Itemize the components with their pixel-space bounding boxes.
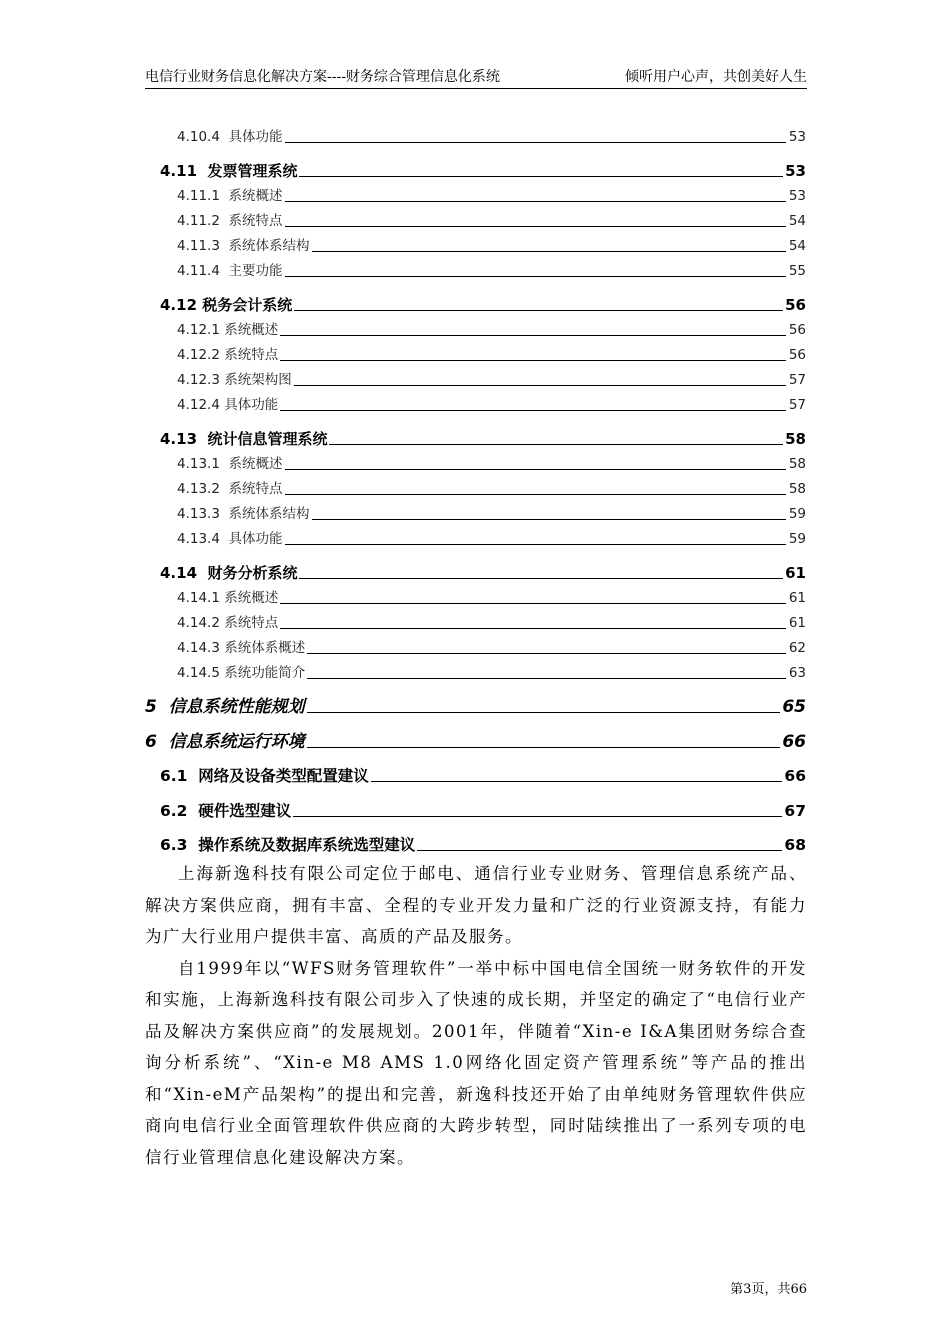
toc-leader-line <box>299 578 783 579</box>
toc-entry-title: 4.14.1 系统概述 <box>177 590 279 606</box>
toc-entry-page: 53 <box>785 162 806 180</box>
toc-entry-title: 4.13.2 系统特点 <box>177 481 283 497</box>
toc-entry-title: 4.11.1 系统概述 <box>177 188 283 204</box>
toc-entry-page: 68 <box>784 836 806 854</box>
toc-entry-title: 4.13.1 系统概述 <box>177 456 283 472</box>
toc-entry-title: 6.1 网络及设备类型配置建议 <box>160 767 369 785</box>
toc-leader-line <box>285 226 786 227</box>
toc-entry-page: 53 <box>788 129 806 145</box>
toc-entry[interactable] <box>177 370 806 390</box>
toc-entry-page: 66 <box>782 732 806 752</box>
toc-entry-page: 57 <box>788 372 806 388</box>
toc-entry[interactable] <box>177 638 806 658</box>
toc-entry-page: 54 <box>788 238 806 254</box>
page-number: 第3页，共66 <box>730 1282 807 1297</box>
toc-entry-title: 4.12.2 系统特点 <box>177 347 279 363</box>
toc-entry[interactable] <box>177 186 806 206</box>
toc-entry[interactable] <box>160 766 806 786</box>
toc-leader-line <box>307 678 786 679</box>
toc-entry[interactable] <box>177 320 806 340</box>
toc-leader-line <box>285 469 786 470</box>
toc-leader-line <box>280 603 786 604</box>
header-right-slogan: 倾听用户心声，共创美好人生 <box>625 69 807 85</box>
toc-leader-line <box>285 201 786 202</box>
toc-entry[interactable] <box>177 211 806 231</box>
toc-entry[interactable] <box>177 261 806 281</box>
toc-entry-page: 58 <box>785 430 806 448</box>
body-paragraph: 自1999年以“WFS财务管理软件”一举中标中国电信全国统一财务软件的开发和实施，上海新逸科技有限公司步入了快速的成长期，并坚定的确定了“电信行业产品及解决方案供应商”的发展规划。2001年，伴随着“Xin-e I&A集团财务综合查询分析系统”、“Xin-e M8 AMS 1.0网络化固定资产管理系统”等产品的推出和“Xin-eM产品架构”的提出和完善，新逸科技还开始了由单纯财务管理软件供应商向电信行业全面管理软件供应商的大跨步转型，同时陆续推出了一系列专项的电信行业管理信息化建设解决方案。 <box>145 958 807 1167</box>
toc-entry[interactable] <box>177 395 806 415</box>
toc-entry-title: 4.14.5 系统功能简介 <box>177 665 306 681</box>
toc-leader-line <box>293 816 782 817</box>
toc-entry-page: 67 <box>784 802 806 820</box>
toc-entry-title: 4.11 发票管理系统 <box>160 162 298 180</box>
toc-entry-title: 4.13 统计信息管理系统 <box>160 430 328 448</box>
toc-leader-line <box>285 142 786 143</box>
toc-leader-line <box>280 335 786 336</box>
toc-entry[interactable] <box>177 454 806 474</box>
toc-entry-title: 4.13.3 系统体系结构 <box>177 506 310 522</box>
toc-leader-line <box>285 276 786 277</box>
toc-entry-page: 66 <box>784 767 806 785</box>
toc-entry-title: 4.11.3 系统体系结构 <box>177 238 310 254</box>
toc-entry[interactable] <box>145 697 806 717</box>
toc-entry-page: 56 <box>788 347 806 363</box>
toc-entry-page: 53 <box>788 188 806 204</box>
toc-entry[interactable] <box>160 429 806 449</box>
toc-leader-line <box>371 781 783 782</box>
toc-entry-page: 61 <box>785 564 806 582</box>
toc-entry-title: 4.14.2 系统特点 <box>177 615 279 631</box>
toc-entry[interactable] <box>160 563 806 583</box>
toc-entry[interactable] <box>177 345 806 365</box>
toc-entry-title: 4.12.3 系统架构图 <box>177 372 292 388</box>
toc-leader-line <box>329 444 783 445</box>
toc-entry-title: 6.3 操作系统及数据库系统选型建议 <box>160 836 416 854</box>
toc-leader-line <box>307 747 781 748</box>
toc-entry-title: 4.11.4 主要功能 <box>177 263 283 279</box>
toc-leader-line <box>280 360 786 361</box>
toc-entry[interactable] <box>160 835 806 855</box>
toc-entry-title: 6 信息系统运行环境 <box>145 732 305 752</box>
toc-leader-line <box>312 251 786 252</box>
toc-entry[interactable] <box>177 588 806 608</box>
toc-entry[interactable] <box>177 127 806 147</box>
toc-entry[interactable] <box>177 529 806 549</box>
toc-leader-line <box>307 712 781 713</box>
toc-entry-page: 63 <box>788 665 806 681</box>
toc-entry-title: 4.10.4 具体功能 <box>177 129 283 145</box>
toc-entry-page: 65 <box>782 697 806 717</box>
toc-entry-title: 4.13.4 具体功能 <box>177 531 283 547</box>
toc-leader-line <box>294 385 786 386</box>
toc-entry-page: 59 <box>788 506 806 522</box>
toc-entry[interactable] <box>177 236 806 256</box>
toc-entry-title: 4.11.2 系统特点 <box>177 213 283 229</box>
toc-entry[interactable] <box>160 801 806 821</box>
toc-entry-title: 4.14 财务分析系统 <box>160 564 298 582</box>
toc-entry-title: 4.14.3 系统体系概述 <box>177 640 306 656</box>
toc-entry-title: 4.12 税务会计系统 <box>160 296 293 314</box>
toc-entry-page: 58 <box>788 456 806 472</box>
toc-entry-title: 4.12.4 具体功能 <box>177 397 279 413</box>
toc-leader-line <box>285 544 786 545</box>
toc-leader-line <box>417 850 782 851</box>
toc-entry[interactable] <box>177 663 806 683</box>
toc-leader-line <box>299 176 783 177</box>
toc-entry-page: 61 <box>788 615 806 631</box>
toc-entry-title: 5 信息系统性能规划 <box>145 697 305 717</box>
body-text <box>145 858 807 1173</box>
page-header <box>145 62 807 89</box>
toc-leader-line <box>312 519 786 520</box>
toc-entry[interactable] <box>177 479 806 499</box>
toc-leader-line <box>294 310 783 311</box>
toc-leader-line <box>280 628 786 629</box>
toc-entry[interactable] <box>177 504 806 524</box>
toc-entry[interactable] <box>145 732 806 752</box>
toc-entry-page: 61 <box>788 590 806 606</box>
toc-entry-page: 56 <box>785 296 806 314</box>
toc-entry[interactable] <box>160 161 806 181</box>
toc-entry-page: 62 <box>788 640 806 656</box>
toc-entry-title: 6.2 硬件选型建议 <box>160 802 292 820</box>
toc-entry-page: 55 <box>788 263 806 279</box>
toc-entry[interactable] <box>177 613 806 633</box>
toc-entry-page: 59 <box>788 531 806 547</box>
toc-leader-line <box>307 653 786 654</box>
toc-entry-page: 58 <box>788 481 806 497</box>
toc-entry-page: 56 <box>788 322 806 338</box>
toc-leader-line <box>285 494 786 495</box>
body-paragraph: 上海新逸科技有限公司定位于邮电、通信行业专业财务、管理信息系统产品、解决方案供应商，拥有丰富、全程的专业开发力量和广泛的行业资源支持，有能力为广大行业用户提供丰富、高质的产品及服务。 <box>145 864 807 946</box>
header-left-title: 电信行业财务信息化解决方案----财务综合管理信息化系统 <box>145 69 500 85</box>
toc-entry-page: 57 <box>788 397 806 413</box>
toc-entry[interactable] <box>160 295 806 315</box>
toc-entry-title: 4.12.1 系统概述 <box>177 322 279 338</box>
toc-entry-page: 54 <box>788 213 806 229</box>
toc-leader-line <box>280 410 786 411</box>
